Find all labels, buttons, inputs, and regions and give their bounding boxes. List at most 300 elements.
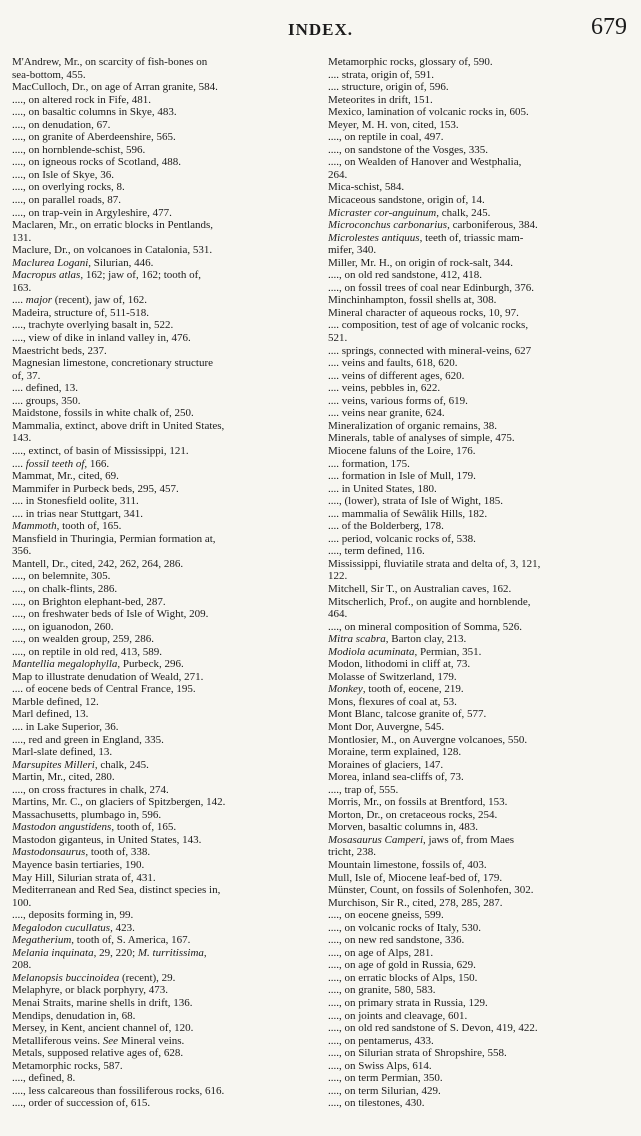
index-entry-text: ...., view of dike in inland valley in, 476. [12, 332, 191, 345]
index-entry [328, 596, 633, 609]
index-entry [328, 432, 633, 445]
index-entry-text: Murchison, Sir R., cited, 278, 285, 287. [328, 896, 503, 909]
index-entry-text: ...., on Wealden of Hanover and Westphalia, [328, 156, 522, 169]
index-entry [12, 1097, 317, 1110]
index-entry-italic-text: fossil teeth of [25, 457, 85, 470]
index-entry [12, 859, 317, 872]
index-entry-italic-text: Mammoth [12, 520, 57, 533]
index-entry [12, 934, 317, 947]
index-entry [12, 432, 317, 445]
index-entry [328, 959, 633, 972]
index-entry [12, 1010, 317, 1023]
index-entry [328, 1060, 633, 1073]
page-title: INDEX. [287, 20, 354, 39]
index-entry [328, 1085, 633, 1098]
index-entry-italic-text: Melania inquinata [12, 946, 94, 959]
index-entry [328, 696, 633, 709]
index-entry [12, 796, 317, 809]
index-entry-text: 122. [328, 570, 348, 583]
index-entry-text: .... groups, 350. [12, 394, 81, 407]
index-entry-text: Magnesian limestone, concretionary structure [12, 357, 213, 370]
index-entry-text: ...., on old red sandstone of S. Devon, 419, 422. [328, 1022, 538, 1035]
index-entry [328, 407, 633, 420]
index-entry-text: ...., less calcareous than fossiliferous rocks, 616. [12, 1084, 225, 1097]
index-entry-text: Morris, Mr., on fossils at Brentford, 153. [328, 796, 508, 809]
index-entry [328, 984, 633, 997]
index-entry-italic-text: Micraster cor-anguinum [328, 206, 437, 219]
index-entry [328, 194, 633, 207]
index-entry-italic-text: M. turritissima [137, 946, 204, 959]
index-entry-text: May Hill, Silurian strata of, 431. [12, 871, 156, 884]
index-entry [328, 834, 633, 847]
index-entry [328, 909, 633, 922]
index-entry [328, 658, 633, 671]
index-entry-text: 356. [12, 545, 32, 558]
index-entry [328, 357, 633, 370]
index-entry [328, 69, 633, 82]
index-entry-italic-text: Macropus atlas [12, 269, 81, 282]
index-entry [12, 646, 317, 659]
index-entry [328, 570, 633, 583]
index-entry-text: 143. [12, 432, 32, 445]
index-entry-text: sea-bottom, 455. [12, 68, 86, 81]
index-entry-text: ...., on belemnite, 305. [12, 570, 111, 583]
index-entry-text: Mantell, Dr., cited, 242, 262, 264, 286. [12, 557, 184, 570]
index-entry [328, 621, 633, 634]
index-entry-text: Mons, flexures of coal at, 53. [328, 695, 457, 708]
index-entry [328, 708, 633, 721]
index-entry-text: ...., on wealden group, 259, 286. [12, 633, 155, 646]
index-entry [12, 1035, 317, 1048]
index-entry-text: ...., on mineral composition of Somma, 526. [328, 620, 523, 633]
index-entry [12, 984, 317, 997]
index-entry-text: Mountain limestone, fossils of, 403. [328, 859, 487, 871]
index-entry-text: ...., on Silurian strata of Shropshire, 558. [328, 1047, 507, 1060]
index-entry-text: Maclaren, Mr., on erratic blocks in Pentlands, [12, 219, 214, 232]
index-entry-text: Mansfield in Thuringia, Permian formation at, [12, 532, 216, 545]
index-entry-text: ...., on granite, 580, 583. [328, 984, 436, 997]
index-entry-text: , Barton clay, 213. [385, 633, 467, 646]
index-entry-text: (recent), 29. [119, 971, 176, 984]
index-entry [328, 997, 633, 1010]
index-entry [328, 169, 633, 182]
index-entry-text: .... strata, origin of, 591. [328, 68, 435, 81]
index-entry-text: , Permian, 351. [414, 645, 482, 658]
index-entry [328, 232, 633, 245]
index-entry-text: ...., (lower), strata of Isle of Wight, 185. [328, 495, 504, 508]
index-entry [12, 583, 317, 596]
index-entry-text: Micaceous sandstone, origin of, 14. [328, 194, 485, 207]
index-entry [12, 395, 317, 408]
index-entry [328, 947, 633, 960]
index-entry [12, 219, 317, 232]
index-entry-text: ...., term defined, 116. [328, 545, 425, 558]
index-entry [328, 646, 633, 659]
index-entry [328, 119, 633, 132]
index-entry-text: , tooth of, 165. [56, 520, 122, 533]
index-entry-italic-text: See [102, 1034, 118, 1047]
index-entry-text: Metals, supposed relative ages of, 628. [12, 1047, 184, 1060]
index-entry-text: Mica-schist, 584. [328, 181, 405, 194]
index-entry-text: Mont Blanc, talcose granite of, 577. [328, 708, 487, 721]
index-entry-text: .... mammalia of Sewâlik Hills, 182. [328, 507, 488, 520]
index-entry-text: of, 37. [12, 369, 41, 382]
index-entry [12, 947, 317, 960]
index-entry-text: ...., on Isle of Skye, 36. [12, 168, 115, 181]
index-entry [12, 997, 317, 1010]
index-entry-text: Mersey, in Kent, ancient channel of, 120. [12, 1022, 194, 1035]
index-entry-text: , tooth of, eocene, 219. [362, 683, 464, 696]
index-entry-text: ...., extinct, of basin of Mississippi, 121. [12, 444, 189, 457]
index-entry [12, 119, 317, 132]
index-entry [12, 621, 317, 634]
index-entry [12, 94, 317, 107]
index-entry-text: .... veins and faults, 618, 620. [328, 357, 458, 370]
index-entry-text: Mayence basin tertiaries, 190. [12, 859, 145, 871]
index-entry [12, 1060, 317, 1073]
index-entry [12, 570, 317, 583]
index-entry [12, 458, 317, 471]
index-entry [12, 897, 317, 910]
index-entry [328, 345, 633, 358]
index-entry [328, 56, 633, 69]
index-entry [12, 307, 317, 320]
index-entry [12, 106, 317, 119]
index-entry [12, 470, 317, 483]
index-entry [12, 759, 317, 772]
index-entry [328, 558, 633, 571]
index-entry [328, 872, 633, 885]
index-entry [328, 370, 633, 383]
index-entry-text: .... formation in Isle of Mull, 179. [328, 470, 476, 483]
index-entry-text: .... formation, 175. [328, 457, 410, 470]
index-entry-text: ...., on granite of Aberdeenshire, 565. [12, 131, 176, 144]
index-entry [12, 420, 317, 433]
index-entry [12, 809, 317, 822]
index-entry-text: ...., on Swiss Alps, 614. [328, 1059, 432, 1072]
index-entry-text: , carboniferous, 384. [447, 219, 538, 232]
index-entry [12, 69, 317, 82]
index-entry-text: .... [12, 294, 26, 307]
index-entry [328, 445, 633, 458]
index-entry [12, 545, 317, 558]
index-entry-text: , jaws of, from Maes [423, 833, 515, 846]
index-entry [328, 257, 633, 270]
index-entry-text: , chalk, 245. [436, 206, 491, 219]
index-entry-text: Mastodon giganteus, in United States, 143. [12, 833, 202, 846]
index-entry-text: Moraine, term explained, 128. [328, 746, 462, 759]
index-entry [12, 696, 317, 709]
index-entry [12, 483, 317, 496]
index-entry [12, 81, 317, 94]
index-entry-text: Minchinhampton, fossil shells at, 308. [328, 294, 497, 307]
index-entry-text: .... composition, test of age of volcanic rocks, [328, 319, 529, 332]
index-entry [328, 545, 633, 558]
index-entry [12, 608, 317, 621]
index-entry [12, 319, 317, 332]
index-entry-text: ...., on fossil trees of coal near Edinburgh, 376. [328, 281, 535, 294]
index-entry [12, 508, 317, 521]
index-entry-text: ...., on joints and cleavage, 601. [328, 1009, 468, 1022]
index-entry [328, 520, 633, 533]
index-entry-text: ...., defined, 8. [12, 1072, 76, 1085]
index-entry [328, 922, 633, 935]
index-entry-text: Maestricht beds, 237. [12, 344, 107, 357]
index-entry [328, 319, 633, 332]
index-entry-italic-text: Modiola acuminata [328, 645, 415, 658]
index-entry-text: ...., on freshwater beds of Isle of Wight, 209. [12, 608, 209, 621]
index-entry-text: 464. [328, 608, 348, 621]
index-entry [328, 683, 633, 696]
index-entry [12, 257, 317, 270]
index-entry-text: ...., on pentamerus, 433. [328, 1034, 434, 1047]
index-entry-text: Meyer, M. H. von, cited, 153. [328, 118, 459, 131]
index-entry-text: Mineralization of organic remains, 38. [328, 419, 498, 432]
index-entry-text: ...., on primary strata in Russia, 129. [328, 997, 488, 1010]
index-entry-text: Martins, Mr. C., on glaciers of Spitzbergen, 142. [12, 796, 226, 809]
index-entry [328, 332, 633, 345]
index-entry-text: Mendips, denudation in, 68. [12, 1009, 136, 1022]
index-entry-text: 264. [328, 168, 348, 181]
index-entry-text: Mississippi, fluviatile strata and delta of, 3, 121, [328, 557, 541, 570]
index-entry [328, 382, 633, 395]
index-entry-text: , tooth of, S. America, 167. [71, 934, 191, 947]
index-entry-text: Miller, Mr. H., on origin of rock-salt, 344. [328, 256, 514, 269]
index-entry-italic-text: major [25, 294, 53, 307]
index-entry-italic-text: Mastodonsaurus [12, 846, 86, 859]
index-entry [328, 207, 633, 220]
index-entry-text: Marble defined, 12. [12, 695, 99, 708]
index-entry [12, 357, 317, 370]
index-entry [12, 533, 317, 546]
index-entry-text: Miocene faluns of the Loire, 176. [328, 444, 476, 457]
index-entry-text: ...., on altered rock in Fife, 481. [12, 93, 151, 106]
index-entry [328, 269, 633, 282]
index-entry [12, 784, 317, 797]
index-entry [12, 144, 317, 157]
index-entry-text: Morea, inland sea-cliffs of, 73. [328, 771, 464, 784]
index-entry [12, 834, 317, 847]
index-entry [12, 846, 317, 859]
index-entry-text: Modon, lithodomi in cliff at, 73. [328, 658, 471, 671]
index-entry [12, 181, 317, 194]
index-entry [12, 345, 317, 358]
index-entry-text: Morven, basaltic columns in, 483. [328, 821, 479, 834]
index-entry-text: ...., on term Silurian, 429. [328, 1084, 441, 1097]
index-entry-text: ...., on eocene gneiss, 599. [328, 909, 444, 922]
index-entry [328, 608, 633, 621]
index-entry [328, 470, 633, 483]
index-entry-text: .... period, volcanic rocks of, 538. [328, 532, 476, 545]
index-entry-text: Mineral veins. [118, 1034, 185, 1047]
index-entry-text: .... of the Bolderberg, 178. [328, 520, 444, 533]
index-entry-text: Mediterranean and Red Sea, distinct species in, [12, 884, 221, 897]
index-entry-text: ...., on denudation, 67. [12, 118, 111, 131]
index-entry [328, 784, 633, 797]
index-entry-text: Massachusetts, plumbago in, 596. [12, 808, 162, 821]
index-entry [328, 282, 633, 295]
index-entry-text: ...., on erratic blocks of Alps, 150. [328, 971, 478, 984]
index-entry [12, 734, 317, 747]
index-entry [12, 972, 317, 985]
index-entry-text: Mammalia, extinct, above drift in United States, [12, 419, 225, 432]
index-entry-text: , Silurian, 446. [88, 256, 154, 269]
index-entry-text: ...., on reptile in old red, 413, 589. [12, 645, 163, 658]
index-entry [12, 445, 317, 458]
index-entry-italic-text: Monkey [328, 683, 363, 696]
index-entry-text: , 166. [84, 457, 110, 470]
index-entry-text: .... in Stonesfield oolite, 311. [12, 495, 139, 508]
index-entry-text: Mitchell, Sir T., on Australian caves, 162. [328, 582, 512, 595]
index-entry [328, 420, 633, 433]
index-entry-text: 100. [12, 896, 32, 909]
index-entry-text: .... of eocene beds of Central France, 195. [12, 683, 196, 696]
index-entry [328, 1097, 633, 1110]
index-entry [12, 596, 317, 609]
index-entry-text: , tooth of, 338. [85, 846, 151, 859]
index-entry-text: Mammat, Mr., cited, 69. [12, 470, 119, 483]
index-entry [12, 658, 317, 671]
index-entry-text: Metamorphic rocks, 587. [12, 1059, 123, 1072]
index-entry [328, 219, 633, 232]
index-entry [12, 872, 317, 885]
index-entry-text: Mammifer in Purbeck beds, 295, 457. [12, 482, 179, 495]
index-entry [328, 1072, 633, 1085]
index-entry-italic-text: Melanopsis buccinoidea [12, 971, 120, 984]
index-entry [12, 1047, 317, 1060]
index-entry-text: ...., red and green in England, 335. [12, 733, 164, 746]
index-entry-text: ...., on cross fractures in chalk, 274. [12, 783, 169, 796]
index-entry [328, 771, 633, 784]
page-number: 679 [591, 14, 627, 40]
index-entry-text: ...., on igneous rocks of Scotland, 488. [12, 156, 181, 169]
index-entry-text: .... veins near granite, 624. [328, 407, 445, 420]
index-entry [328, 1047, 633, 1060]
index-entry-text: ...., on hornblende-schist, 596. [12, 143, 146, 156]
index-entry [328, 759, 633, 772]
index-entry [328, 294, 633, 307]
index-entry [328, 746, 633, 759]
index-entry-text: .... in United States, 180. [328, 482, 437, 495]
index-entry [328, 934, 633, 947]
index-entry [328, 81, 633, 94]
index-entry [12, 232, 317, 245]
index-entry [12, 771, 317, 784]
index-entry-text: Münster, Count, on fossils of Solenhofen, 302. [328, 884, 534, 897]
index-entry [328, 859, 633, 872]
index-entry-text: M'Andrew, Mr., on scarcity of fish-bones on [12, 56, 208, 68]
index-entry-text: .... in trias near Stuttgart, 341. [12, 507, 144, 520]
index-entry-text: ...., order of succession of, 615. [12, 1097, 151, 1110]
index-entry-italic-text: Maclurea Logani [12, 256, 89, 269]
index-entry [328, 106, 633, 119]
index-entry [328, 156, 633, 169]
index-entry-text: ...., on term Permian, 350. [328, 1072, 443, 1085]
index-entry [328, 796, 633, 809]
index-entry [12, 407, 317, 420]
index-entry-text: ...., trachyte overlying basalt in, 522. [12, 319, 174, 332]
index-entry-text: Map to illustrate denudation of Weald, 271. [12, 670, 204, 683]
index-entry [328, 972, 633, 985]
index-entry-text: 163. [12, 281, 32, 294]
index-entry-text: , teeth of, triassic mam- [419, 231, 524, 244]
index-entry-text: .... veins, various forms of, 619. [328, 394, 468, 407]
index-entry-italic-text: Microlestes antiquus [328, 231, 420, 244]
index-entry [328, 721, 633, 734]
index-entry-text: Marl-slate defined, 13. [12, 746, 113, 759]
index-entry-text: , 162; jaw of, 162; tooth of, [80, 269, 202, 282]
index-entry [12, 1022, 317, 1035]
index-entry [12, 721, 317, 734]
index-entry-text: MacCulloch, Dr., on age of Arran granite, 584. [12, 81, 218, 94]
index-entry [328, 307, 633, 320]
index-entry-italic-text: Marsupites Milleri [12, 758, 95, 771]
index-entry [12, 708, 317, 721]
index-entry [328, 495, 633, 508]
index-entry-text: ...., on trap-vein in Argyleshire, 477. [12, 206, 172, 219]
index-entry [328, 131, 633, 144]
index-entry-text: 521. [328, 332, 348, 345]
index-entry-text: Melaphyre, or black porphyry, 473. [12, 984, 168, 997]
index-entry-text: Minerals, table of analyses of simple, 475. [328, 432, 515, 445]
index-entry-text: tricht, 238. [328, 846, 376, 859]
index-entry-text: Meteorites in drift, 151. [328, 93, 433, 106]
index-entry [328, 884, 633, 897]
index-entry-text: Mexico, lamination of volcanic rocks in, 605. [328, 106, 529, 119]
index-entry [12, 194, 317, 207]
index-entry-text: Morton, Dr., on cretaceous rocks, 254. [328, 808, 498, 821]
index-entry-italic-text: Microconchus carbonarius [328, 219, 448, 232]
index-entry [12, 520, 317, 533]
index-entry [12, 332, 317, 345]
index-entry [12, 1085, 317, 1098]
index-entry-text: , chalk, 245. [94, 758, 149, 771]
index-entry [328, 483, 633, 496]
index-entry-text: ...., trap of, 555. [328, 783, 399, 796]
index-entry [12, 282, 317, 295]
page-header [0, 14, 641, 44]
index-entry [12, 269, 317, 282]
index-entry-text: ...., on sandstone of the Vosges, 335. [328, 143, 489, 156]
index-entry [12, 169, 317, 182]
index-entry [12, 884, 317, 897]
index-entry [328, 897, 633, 910]
index-entry [12, 909, 317, 922]
index-entry-text: ...., on volcanic rocks of Italy, 530. [328, 921, 481, 934]
index-entry-italic-text: Mosasaurus Camperi [328, 833, 424, 846]
index-entry-text: Marl defined, 13. [12, 708, 89, 721]
index-entry-italic-text: Mitra scabra [328, 633, 386, 646]
index-entry-text: (recent), jaw of, 162. [52, 294, 148, 307]
index-entry-text: .... veins of different ages, 620. [328, 369, 465, 382]
index-entry-text: .... [12, 457, 26, 470]
index-entry [12, 1072, 317, 1085]
index-entry [12, 746, 317, 759]
index-entry-text: ...., on basaltic columns in Skye, 483. [12, 106, 177, 119]
index-entry [12, 207, 317, 220]
index-entry-italic-text: Mantellia megalophylla [12, 658, 118, 671]
index-entry-text: .... in Lake Superior, 36. [12, 720, 119, 733]
index-entry-text: Martin, Mr., cited, 280. [12, 771, 115, 784]
index-entry [328, 181, 633, 194]
index-column-left [12, 56, 317, 1110]
index-entry-text: , 423. [110, 921, 135, 934]
index-entry [12, 633, 317, 646]
index-entry [328, 809, 633, 822]
index-entry-text: , 29, 220; [93, 946, 138, 959]
index-entry-text: Menai Straits, marine shells in drift, 136. [12, 997, 193, 1010]
index-entry [12, 671, 317, 684]
